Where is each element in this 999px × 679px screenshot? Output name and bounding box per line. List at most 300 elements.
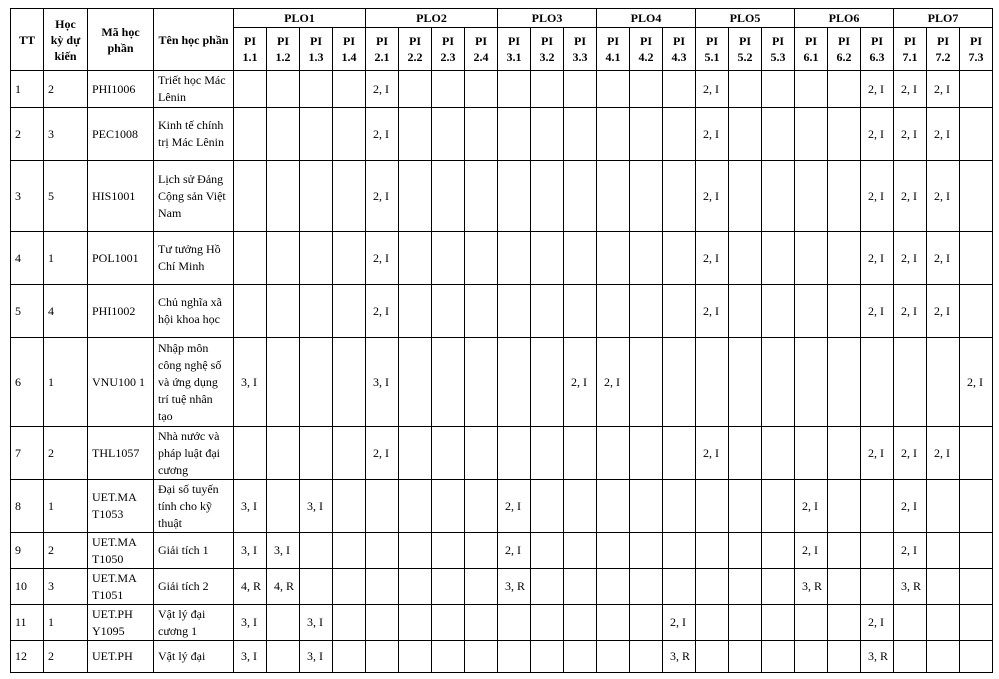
- cell-pi-value: [960, 533, 993, 569]
- cell-ten-hoc-phan: Triết học Mác Lênin: [154, 71, 234, 108]
- cell-pi-value: [432, 108, 465, 161]
- cell-pi-value: [333, 161, 366, 232]
- cell-pi-value: 3, I: [300, 641, 333, 673]
- cell-pi-value: [267, 71, 300, 108]
- cell-pi-value: [597, 533, 630, 569]
- cell-pi-value: [465, 569, 498, 605]
- cell-pi-value: [597, 427, 630, 480]
- cell-ma-hoc-phan: PHI1006: [88, 71, 154, 108]
- header-plo5: PLO5: [696, 9, 795, 28]
- header-pi: PI 7.3: [960, 28, 993, 71]
- table-row: [11, 427, 993, 480]
- cell-pi-value: [663, 71, 696, 108]
- cell-pi-value: [234, 108, 267, 161]
- cell-pi-value: [663, 427, 696, 480]
- cell-pi-value: [795, 108, 828, 161]
- cell-pi-value: [267, 285, 300, 338]
- cell-pi-value: [795, 427, 828, 480]
- cell-pi-value: [531, 285, 564, 338]
- cell-pi-value: [762, 569, 795, 605]
- cell-pi-value: [399, 285, 432, 338]
- cell-pi-value: [630, 108, 663, 161]
- cell-pi-value: [531, 427, 564, 480]
- cell-pi-value: [432, 641, 465, 673]
- cell-pi-value: [894, 605, 927, 641]
- cell-pi-value: [498, 641, 531, 673]
- cell-pi-value: [366, 641, 399, 673]
- cell-pi-value: [366, 569, 399, 605]
- cell-pi-value: [300, 533, 333, 569]
- cell-pi-value: [630, 232, 663, 285]
- cell-pi-value: [267, 108, 300, 161]
- header-pi: PI 2.4: [465, 28, 498, 71]
- cell-pi-value: [300, 338, 333, 427]
- cell-pi-value: [498, 285, 531, 338]
- cell-pi-value: [729, 427, 762, 480]
- cell-pi-value: 2, I: [861, 285, 894, 338]
- cell-pi-value: 2, I: [861, 161, 894, 232]
- header-plo2: PLO2: [366, 9, 498, 28]
- cell-pi-value: [927, 480, 960, 533]
- header-pi: PI 1.3: [300, 28, 333, 71]
- cell-pi-value: 3, R: [795, 569, 828, 605]
- cell-pi-value: [597, 480, 630, 533]
- cell-hoc-ky: 1: [44, 605, 88, 641]
- cell-pi-value: [531, 161, 564, 232]
- cell-pi-value: [729, 232, 762, 285]
- cell-pi-value: 2, I: [894, 232, 927, 285]
- cell-pi-value: 2, I: [366, 285, 399, 338]
- cell-hoc-ky: 5: [44, 161, 88, 232]
- cell-pi-value: [333, 569, 366, 605]
- cell-pi-value: [498, 605, 531, 641]
- cell-pi-value: [432, 71, 465, 108]
- cell-pi-value: 2, I: [564, 338, 597, 427]
- cell-pi-value: [828, 427, 861, 480]
- cell-pi-value: [828, 338, 861, 427]
- cell-pi-value: [465, 533, 498, 569]
- cell-tt: 4: [11, 232, 44, 285]
- cell-pi-value: [564, 533, 597, 569]
- cell-pi-value: 3, I: [366, 338, 399, 427]
- cell-ten-hoc-phan: Nhập môn công nghệ số và ứng dụng trí tuệ nhân tạo: [154, 338, 234, 427]
- cell-ten-hoc-phan: Lịch sử Đảng Cộng sản Việt Nam: [154, 161, 234, 232]
- cell-pi-value: [828, 641, 861, 673]
- cell-pi-value: [399, 480, 432, 533]
- table-row: [11, 533, 993, 569]
- cell-pi-value: [564, 108, 597, 161]
- cell-ten-hoc-phan: Giải tích 2: [154, 569, 234, 605]
- cell-ma-hoc-phan: UET.MA T1051: [88, 569, 154, 605]
- header-pi: PI 7.2: [927, 28, 960, 71]
- cell-pi-value: [597, 71, 630, 108]
- cell-pi-value: [795, 285, 828, 338]
- cell-ten-hoc-phan: Tư tưởng Hồ Chí Minh: [154, 232, 234, 285]
- cell-pi-value: [630, 569, 663, 605]
- cell-ma-hoc-phan: PEC1008: [88, 108, 154, 161]
- cell-pi-value: 2, I: [927, 427, 960, 480]
- plo-mapping-table: [10, 8, 993, 673]
- cell-pi-value: [960, 108, 993, 161]
- cell-pi-value: [531, 108, 564, 161]
- cell-pi-value: [465, 285, 498, 338]
- cell-pi-value: [564, 569, 597, 605]
- header-tt: TT: [11, 9, 44, 71]
- cell-pi-value: [432, 161, 465, 232]
- table-row: [11, 605, 993, 641]
- cell-pi-value: [696, 605, 729, 641]
- cell-pi-value: [894, 641, 927, 673]
- header-plo7: PLO7: [894, 9, 993, 28]
- cell-tt: 10: [11, 569, 44, 605]
- cell-pi-value: [300, 569, 333, 605]
- cell-pi-value: [762, 338, 795, 427]
- cell-pi-value: 3, I: [300, 480, 333, 533]
- cell-pi-value: 4, R: [234, 569, 267, 605]
- cell-pi-value: [333, 605, 366, 641]
- cell-pi-value: [234, 161, 267, 232]
- cell-pi-value: 2, I: [861, 605, 894, 641]
- cell-pi-value: [597, 605, 630, 641]
- cell-pi-value: 2, I: [927, 285, 960, 338]
- cell-pi-value: [663, 533, 696, 569]
- cell-hoc-ky: 4: [44, 285, 88, 338]
- header-plo3: PLO3: [498, 9, 597, 28]
- cell-pi-value: [630, 427, 663, 480]
- cell-pi-value: [333, 641, 366, 673]
- cell-pi-value: [564, 285, 597, 338]
- cell-pi-value: [333, 108, 366, 161]
- table-row: [11, 161, 993, 232]
- header-pi: PI 6.3: [861, 28, 894, 71]
- cell-pi-value: [663, 338, 696, 427]
- cell-pi-value: [861, 338, 894, 427]
- cell-pi-value: [729, 533, 762, 569]
- cell-tt: 6: [11, 338, 44, 427]
- cell-pi-value: [762, 605, 795, 641]
- cell-pi-value: [960, 161, 993, 232]
- cell-pi-value: [597, 232, 630, 285]
- cell-pi-value: [399, 641, 432, 673]
- cell-pi-value: [267, 427, 300, 480]
- cell-pi-value: [432, 569, 465, 605]
- cell-pi-value: [366, 605, 399, 641]
- cell-pi-value: [531, 71, 564, 108]
- cell-pi-value: [828, 108, 861, 161]
- cell-pi-value: [795, 338, 828, 427]
- cell-pi-value: [366, 480, 399, 533]
- cell-pi-value: [729, 480, 762, 533]
- table-row: [11, 232, 993, 285]
- cell-pi-value: [630, 338, 663, 427]
- cell-pi-value: [465, 232, 498, 285]
- cell-pi-value: 2, I: [696, 285, 729, 338]
- cell-pi-value: 2, I: [960, 338, 993, 427]
- cell-pi-value: [564, 71, 597, 108]
- cell-pi-value: [267, 480, 300, 533]
- cell-pi-value: [729, 338, 762, 427]
- cell-pi-value: [564, 480, 597, 533]
- cell-ma-hoc-phan: THL1057: [88, 427, 154, 480]
- cell-pi-value: [333, 71, 366, 108]
- cell-pi-value: [696, 569, 729, 605]
- cell-pi-value: [333, 285, 366, 338]
- header-plo1: PLO1: [234, 9, 366, 28]
- cell-pi-value: [564, 427, 597, 480]
- cell-ma-hoc-phan: VNU100 1: [88, 338, 154, 427]
- cell-pi-value: [432, 533, 465, 569]
- header-pi: PI 7.1: [894, 28, 927, 71]
- cell-pi-value: 3, I: [300, 605, 333, 641]
- cell-pi-value: [597, 108, 630, 161]
- cell-pi-value: [300, 427, 333, 480]
- cell-pi-value: [861, 569, 894, 605]
- cell-pi-value: [795, 161, 828, 232]
- cell-hoc-ky: 3: [44, 569, 88, 605]
- cell-ma-hoc-phan: POL1001: [88, 232, 154, 285]
- cell-pi-value: [432, 338, 465, 427]
- cell-pi-value: [762, 161, 795, 232]
- cell-pi-value: [234, 285, 267, 338]
- cell-pi-value: 2, I: [366, 427, 399, 480]
- cell-pi-value: 2, I: [894, 108, 927, 161]
- cell-tt: 5: [11, 285, 44, 338]
- cell-pi-value: [762, 232, 795, 285]
- cell-pi-value: [762, 71, 795, 108]
- cell-pi-value: [267, 641, 300, 673]
- header-pi: PI 4.1: [597, 28, 630, 71]
- cell-pi-value: [234, 71, 267, 108]
- cell-ten-hoc-phan: Đại số tuyến tính cho kỹ thuật: [154, 480, 234, 533]
- cell-tt: 7: [11, 427, 44, 480]
- cell-pi-value: 3, I: [234, 480, 267, 533]
- header-pi: PI 4.3: [663, 28, 696, 71]
- cell-pi-value: 2, I: [894, 533, 927, 569]
- cell-pi-value: [300, 232, 333, 285]
- cell-pi-value: [465, 605, 498, 641]
- cell-tt: 1: [11, 71, 44, 108]
- cell-pi-value: [663, 480, 696, 533]
- cell-pi-value: 3, R: [861, 641, 894, 673]
- cell-pi-value: 2, I: [795, 480, 828, 533]
- cell-pi-value: [564, 641, 597, 673]
- cell-pi-value: [300, 285, 333, 338]
- cell-ma-hoc-phan: UET.MA T1050: [88, 533, 154, 569]
- cell-pi-value: [333, 232, 366, 285]
- cell-pi-value: [828, 533, 861, 569]
- cell-pi-value: [531, 232, 564, 285]
- cell-pi-value: [498, 338, 531, 427]
- cell-pi-value: 3, R: [663, 641, 696, 673]
- cell-pi-value: 3, I: [267, 533, 300, 569]
- cell-pi-value: [960, 427, 993, 480]
- cell-ma-hoc-phan: UET.PH: [88, 641, 154, 673]
- header-pi: PI 2.1: [366, 28, 399, 71]
- cell-pi-value: [696, 533, 729, 569]
- header-pi: PI 1.4: [333, 28, 366, 71]
- header-pi: PI 2.3: [432, 28, 465, 71]
- cell-hoc-ky: 1: [44, 480, 88, 533]
- cell-pi-value: [630, 641, 663, 673]
- cell-pi-value: 4, R: [267, 569, 300, 605]
- cell-pi-value: 2, I: [498, 480, 531, 533]
- cell-pi-value: [465, 161, 498, 232]
- cell-pi-value: 2, I: [861, 427, 894, 480]
- cell-pi-value: [234, 232, 267, 285]
- cell-tt: 11: [11, 605, 44, 641]
- cell-pi-value: [927, 605, 960, 641]
- cell-pi-value: [399, 533, 432, 569]
- cell-pi-value: [960, 569, 993, 605]
- cell-pi-value: [762, 480, 795, 533]
- header-ma-hoc-phan: Mã học phần: [88, 9, 154, 71]
- cell-pi-value: [927, 569, 960, 605]
- header-pi: PI 3.1: [498, 28, 531, 71]
- cell-pi-value: 2, I: [663, 605, 696, 641]
- cell-pi-value: [795, 605, 828, 641]
- cell-pi-value: [828, 285, 861, 338]
- cell-pi-value: 2, I: [696, 71, 729, 108]
- table-row: [11, 480, 993, 533]
- cell-pi-value: [729, 569, 762, 605]
- cell-pi-value: [927, 338, 960, 427]
- cell-ten-hoc-phan: Vật lý đại: [154, 641, 234, 673]
- cell-pi-value: [300, 108, 333, 161]
- cell-pi-value: [465, 641, 498, 673]
- cell-pi-value: [498, 232, 531, 285]
- cell-tt: 9: [11, 533, 44, 569]
- cell-pi-value: [399, 338, 432, 427]
- cell-pi-value: [564, 232, 597, 285]
- cell-pi-value: [828, 71, 861, 108]
- table-row: [11, 108, 993, 161]
- cell-ma-hoc-phan: HIS1001: [88, 161, 154, 232]
- cell-tt: 2: [11, 108, 44, 161]
- cell-pi-value: [597, 569, 630, 605]
- header-plo4: PLO4: [597, 9, 696, 28]
- cell-pi-value: [828, 569, 861, 605]
- cell-pi-value: [432, 427, 465, 480]
- cell-pi-value: [531, 641, 564, 673]
- cell-hoc-ky: 2: [44, 427, 88, 480]
- cell-ten-hoc-phan: Kinh tế chính trị Mác Lênin: [154, 108, 234, 161]
- header-pi: PI 5.1: [696, 28, 729, 71]
- cell-pi-value: [729, 71, 762, 108]
- header-pi: PI 5.2: [729, 28, 762, 71]
- cell-pi-value: [960, 71, 993, 108]
- cell-pi-value: 3, R: [894, 569, 927, 605]
- cell-pi-value: [597, 641, 630, 673]
- cell-pi-value: 2, I: [861, 108, 894, 161]
- cell-pi-value: [663, 569, 696, 605]
- cell-pi-value: [762, 427, 795, 480]
- cell-pi-value: [531, 569, 564, 605]
- cell-pi-value: [663, 285, 696, 338]
- cell-hoc-ky: 2: [44, 533, 88, 569]
- cell-pi-value: [432, 285, 465, 338]
- cell-pi-value: [498, 161, 531, 232]
- cell-pi-value: 2, I: [894, 161, 927, 232]
- cell-pi-value: [729, 285, 762, 338]
- cell-pi-value: [465, 427, 498, 480]
- cell-pi-value: [729, 605, 762, 641]
- cell-pi-value: [960, 285, 993, 338]
- cell-pi-value: [960, 605, 993, 641]
- cell-pi-value: 2, I: [894, 427, 927, 480]
- cell-pi-value: 2, I: [366, 232, 399, 285]
- cell-pi-value: [399, 569, 432, 605]
- header-ten-hoc-phan: Tên học phần: [154, 9, 234, 71]
- cell-pi-value: 3, I: [234, 605, 267, 641]
- header-pi: PI 2.2: [399, 28, 432, 71]
- cell-tt: 12: [11, 641, 44, 673]
- cell-pi-value: 2, I: [696, 108, 729, 161]
- header-pi: PI 4.2: [630, 28, 663, 71]
- cell-pi-value: [399, 161, 432, 232]
- cell-pi-value: 2, I: [894, 480, 927, 533]
- cell-pi-value: [828, 480, 861, 533]
- cell-ten-hoc-phan: Chủ nghĩa xã hội khoa học: [154, 285, 234, 338]
- cell-pi-value: [333, 427, 366, 480]
- cell-pi-value: [630, 480, 663, 533]
- cell-pi-value: [531, 533, 564, 569]
- cell-pi-value: [432, 480, 465, 533]
- header-pi: PI 6.1: [795, 28, 828, 71]
- cell-pi-value: [894, 338, 927, 427]
- cell-pi-value: [399, 71, 432, 108]
- cell-pi-value: [795, 71, 828, 108]
- cell-pi-value: [663, 232, 696, 285]
- cell-pi-value: [630, 285, 663, 338]
- cell-ten-hoc-phan: Vật lý đại cương 1: [154, 605, 234, 641]
- table-row: [11, 285, 993, 338]
- cell-pi-value: 2, I: [366, 71, 399, 108]
- cell-pi-value: 2, I: [927, 71, 960, 108]
- cell-pi-value: [927, 641, 960, 673]
- cell-ma-hoc-phan: UET.PH Y1095: [88, 605, 154, 641]
- header-pi: PI 6.2: [828, 28, 861, 71]
- cell-pi-value: 2, I: [597, 338, 630, 427]
- cell-pi-value: [663, 108, 696, 161]
- header-plo6: PLO6: [795, 9, 894, 28]
- cell-tt: 3: [11, 161, 44, 232]
- cell-hoc-ky: 1: [44, 232, 88, 285]
- cell-pi-value: 2, I: [927, 108, 960, 161]
- cell-pi-value: [399, 427, 432, 480]
- cell-ten-hoc-phan: Giải tích 1: [154, 533, 234, 569]
- cell-pi-value: 2, I: [696, 232, 729, 285]
- cell-pi-value: 2, I: [861, 232, 894, 285]
- cell-pi-value: [696, 338, 729, 427]
- cell-pi-value: [960, 641, 993, 673]
- cell-pi-value: 3, R: [498, 569, 531, 605]
- cell-pi-value: 2, I: [927, 161, 960, 232]
- cell-pi-value: [465, 338, 498, 427]
- cell-pi-value: [531, 338, 564, 427]
- cell-pi-value: [597, 161, 630, 232]
- cell-pi-value: [267, 232, 300, 285]
- cell-pi-value: [300, 161, 333, 232]
- cell-ma-hoc-phan: UET.MA T1053: [88, 480, 154, 533]
- cell-pi-value: [696, 641, 729, 673]
- cell-pi-value: [828, 161, 861, 232]
- cell-pi-value: [267, 161, 300, 232]
- cell-pi-value: [498, 71, 531, 108]
- cell-pi-value: 2, I: [861, 71, 894, 108]
- header-pi: PI 5.3: [762, 28, 795, 71]
- cell-pi-value: [861, 480, 894, 533]
- cell-pi-value: [630, 605, 663, 641]
